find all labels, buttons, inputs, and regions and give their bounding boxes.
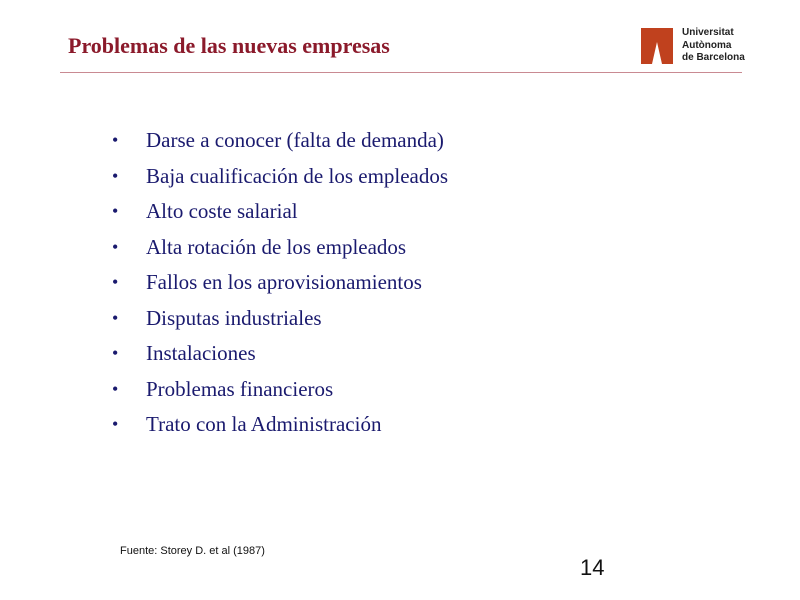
title-divider [60, 72, 742, 73]
list-item [112, 124, 448, 160]
bullet-icon: • [112, 414, 119, 434]
slide-title: Problemas de las nuevas empresas [68, 33, 390, 58]
page-number: 14 [580, 555, 605, 580]
bullet-icon: • [112, 378, 119, 399]
logo-line-2: Autònoma [682, 39, 732, 51]
list-item-text: Disputas industriales [146, 305, 322, 330]
list-item [112, 266, 448, 302]
list-item [112, 231, 448, 267]
list-item-text: Problemas financieros [146, 376, 334, 401]
logo-line-1: Universitat [682, 27, 734, 38]
uab-logo-icon [640, 27, 674, 65]
list-item-text: Trato con la Administración [146, 412, 382, 436]
list-item-text: Instalaciones [146, 341, 256, 365]
bullet-icon: • [112, 343, 119, 363]
list-item-text: Darse a conocer (falta de demanda) [146, 128, 444, 152]
list-item [112, 337, 448, 373]
bullet-icon: • [112, 307, 119, 328]
list-item [112, 160, 448, 196]
list-item [112, 195, 448, 231]
list-item-text: Alto coste salarial [146, 199, 298, 223]
bullet-icon: • [112, 236, 119, 257]
bullet-list [112, 124, 448, 444]
list-item-text: Baja cualificación de los empleados [146, 163, 449, 188]
logo-wordmark [682, 27, 745, 65]
list-item-text: Alta rotación de los empleados [146, 234, 407, 259]
list-item [112, 373, 448, 409]
bullet-icon: • [112, 272, 119, 292]
list-item [112, 408, 448, 444]
list-item [112, 302, 448, 338]
bullet-icon: • [112, 130, 119, 150]
list-item-text: Fallos en los aprovisionamientos [146, 270, 422, 294]
bullet-icon: • [112, 165, 119, 186]
source-citation: Fuente: Storey D. et al (1987) [120, 545, 265, 557]
bullet-icon: • [112, 201, 119, 221]
university-logo [640, 27, 750, 67]
logo-line-3: de Barcelona [682, 52, 745, 63]
